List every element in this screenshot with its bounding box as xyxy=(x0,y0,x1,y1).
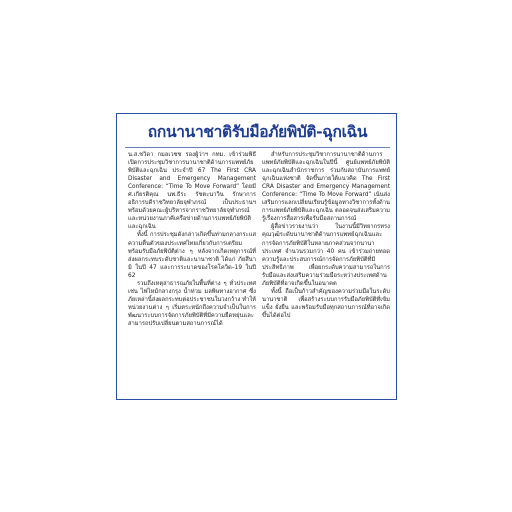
left-column xyxy=(128,151,256,395)
paragraph: สำหรับการประชุมวิชาการนานาชาติด้านการแพทย์ภัยพิบัติและฉุกเฉินในปีนี้ ศูนย์แพทย์ภัยพิบัติและฉุกเฉินสำนักราชการ ร่วมกับสถาบันการแพทย์ฉุกเฉินแห่งชาติ จัดขึ้นภายใต้แนวคิด The First CRA Disaster and Emergency Management Conference: “Time To Move Forward” เน้นส่งเสริมการแลกเปลี่ยนเรียนรู้ข้อมูลทางวิชาการทั้งด้านการแพทย์ภัยพิบัติและฉุกเฉิน ตลอดจนส่งเสริมความรู้เรื่องการสื่อสารเพื่อรับมือสถานการณ์ xyxy=(262,152,390,223)
paragraph: น.ส.ชวิดา กมลเวชช รองผู้ว่าฯ กทม. เข้าร่วมพิธีเปิดการประชุมวิชาการนานาชาติด้านการแพทย์ภัยพิบัติและฉุกเฉิน ประจำปี 67 The First CRA Disaster and Emergency Management Conference: “Time To Move Forward” โดยมี ศ.เกียรติคุณ นพ.ธีระ รัชตะนาวิน รักษาการอธิการบดีราชวิทยาลัยจุฬาภรณ์ เป็นประธานฯ พร้อมด้วยคณะผู้บริหารจากราชวิทยาลัยจุฬาภรณ์และหน่วยงานภาคีเครือข่ายด้านการแพทย์ภัยพิบัติและฉุกเฉิน xyxy=(128,152,256,231)
paragraph: ผู้สื่อข่าวรายงานว่า ในงานนี้มีวิทยากรทรงคุณวุฒิระดับนานาชาติด้านการแพทย์ฉุกเฉินและการจัดการภัยพิบัติในหลายภาคส่วนจากนานาประเทศ จำนวนรวมกว่า 40 คน เข้าร่วมถ่ายทอดความรู้และประสบการณ์การจัดการภัยพิบัติที่มีประสิทธิภาพ เพื่อยกระดับความสามารถในการรับมือและส่งเสริมความร่วมมือระหว่างประเทศด้านภัยพิบัติที่อาจเกิดขึ้นในอนาคต xyxy=(262,224,390,287)
headline-divider xyxy=(125,147,390,148)
paragraph: ทั้งนี้ การประชุมดังกล่าวเกิดขึ้นท่ามกลางกระแสความตื่นตัวของประเทศไทยเกี่ยวกับการเตรียมพร้อมรับมือภัยพิบัติต่าง ๆ หลังจากเกิดเหตุการณ์ที่ส่งผลกระทบระดับชาติและนานาชาติ ได้แก่ ภัยสึนามิ ในปี 47 และการระบาดของโรคโควิด–19 ในปี 62 xyxy=(128,232,256,279)
paragraph: รวมถึงเหตุสาธารณภัยในพื้นที่ต่าง ๆ ทั่วประเทศ เช่น ไฟไหม้กลางกรุง น้ำท่วม มลพิษทางอากาศ ซึ่งภัยเหล่านี้ส่งผลกระทบต่อประชาชนในวงกว้าง ทำให้หน่วยงานต่าง ๆ เริ่มตระหนักถึงความจำเป็นในการพัฒนาระบบการจัดการภัยพิบัติที่มีความยืดหยุ่นและสามารถปรับเปลี่ยนตามสถานการณ์ได้ xyxy=(128,280,256,327)
paragraph: ทั้งนี้ ถือเป็นก้าวสำคัญของความร่วมมือในระดับนานาชาติ เพื่อสร้างระบบการรับมือภัยพิบัติที่เข้มแข็ง ยั่งยืน และพร้อมรับมือทุกสถานการณ์ที่อาจเกิดขึ้นได้ต่อไป xyxy=(262,288,390,319)
news-clipping xyxy=(116,113,397,400)
headline: ถกนานาชาติรับมือภัยพิบัติ-ฉุกเฉิน xyxy=(147,123,368,141)
right-column xyxy=(262,151,390,395)
